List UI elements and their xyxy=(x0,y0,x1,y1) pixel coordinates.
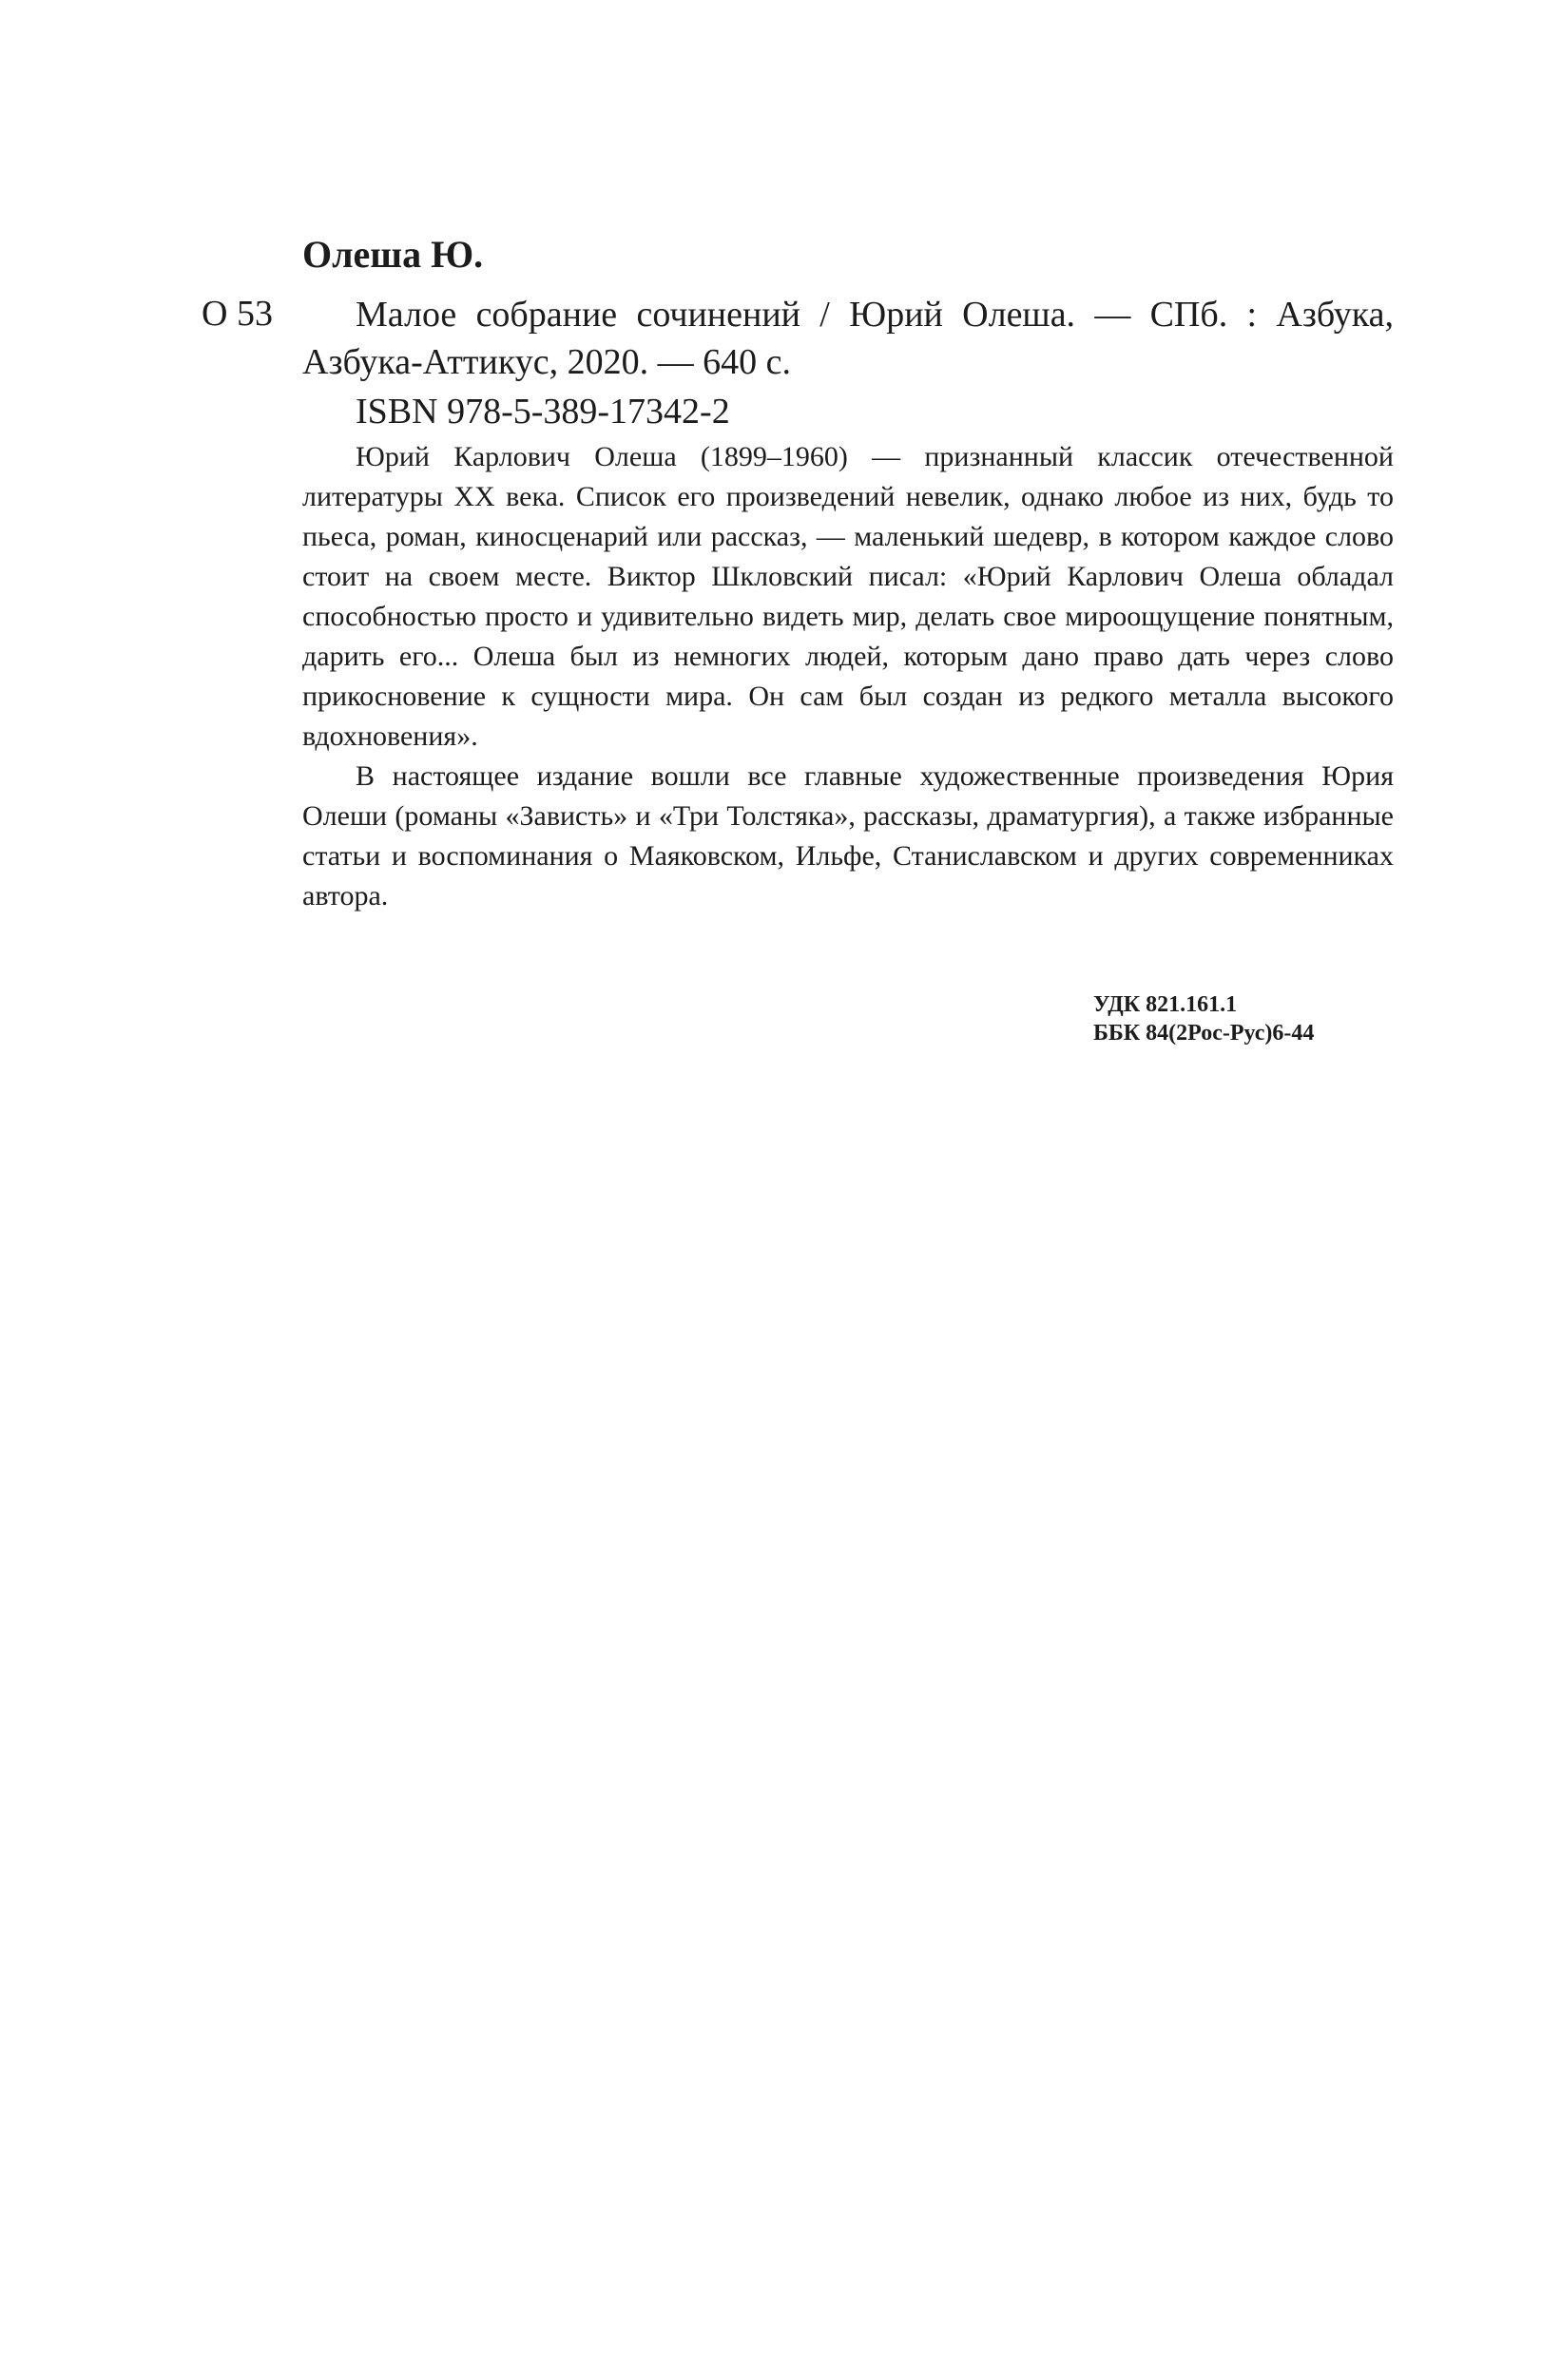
shelf-code: О 53 xyxy=(202,294,273,334)
udk-code: УДК 821.161.1 xyxy=(1093,992,1238,1017)
annotation-paragraph: Юрий Карлович Олеша (1899–1960) — признанный классик отечественной литературы XX века. Список его произведений невелик, однако любое из них, будь то пьеса, роман, киносценарий или рассказ, — маленький шедевр, в котором каждое слово стоит на своем месте. Виктор Шкловский писал: «Юрий Карлович Олеша обладал способностью просто и удивительно видеть мир, делать свое мироощущение понятным, дарить его... Олеша был из немногих людей, которым дано право дать через слово прикосновение к сущности мира. Он сам был создан из редкого металла высокого вдохновения». xyxy=(302,441,1394,752)
bibliographic-description: Малое собрание сочинений / Юрий Олеша. — СПб. : Азбука, Азбука-Аттикус, 2020. — 640 с. xyxy=(302,295,1394,382)
annotation xyxy=(302,437,1394,916)
annotation-paragraph: В настоящее издание вошли все главные художественные произведения Юрия Олеши (романы «Зависть» и «Три Толстяка», рассказы, драматургия), а также избранные статьи и воспоминания о Маяковском, Ильфе, Станиславском и других современниках автора. xyxy=(302,760,1394,912)
classification-codes xyxy=(1093,990,1394,1047)
author-heading: Олеша Ю. xyxy=(302,233,484,276)
bbk-code: ББК 84(2Рос-Рус)6-44 xyxy=(1093,1021,1315,1046)
isbn-number: ISBN 978-5-389-17342-2 xyxy=(356,392,730,432)
